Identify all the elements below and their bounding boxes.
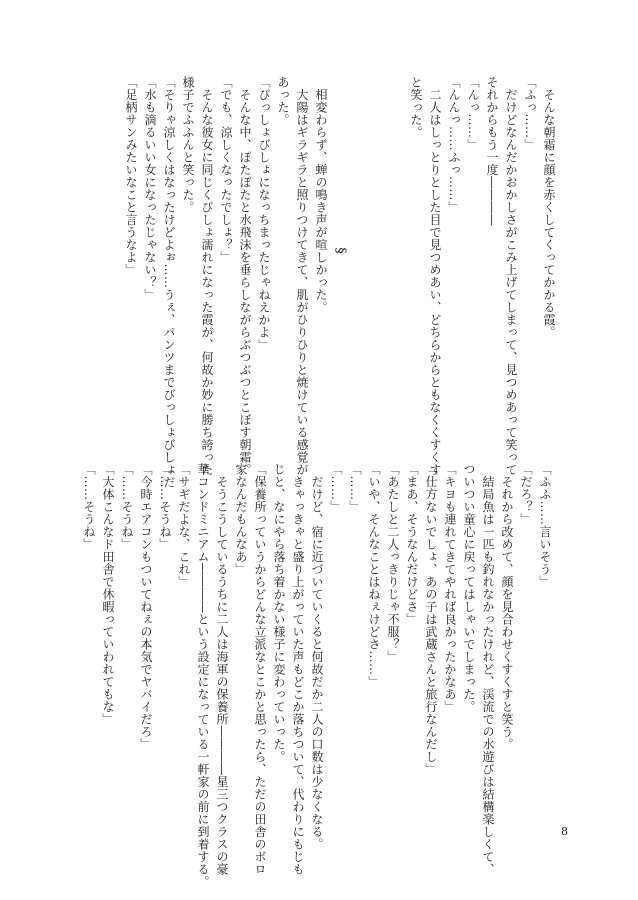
text-line: 「ふふ……言いそう」	[538, 463, 552, 588]
text-line: 「……そうね」	[158, 463, 172, 551]
text-line: 家なんだもんなあ」	[234, 463, 248, 576]
text-line: ついつい童心に戻ってはしゃいでしまった。	[462, 463, 476, 713]
text-line: そんな彼女に同じくびしょ濡れになった霞が、何故か妙に勝ち誇った	[200, 76, 214, 476]
text-line: そんな中、ぽたぽたと水飛沫を垂らしながらぶつぶつとこぼす朝霜。	[238, 76, 252, 476]
text-line: 「キヨも連れてきてやれば良かったかなあ」	[443, 463, 457, 713]
text-line: 結局魚は一匹も釣れなかったけれど、渓流での水遊びは結構楽しくて、	[481, 463, 495, 876]
text-line: 「足柄サンみたいなこと言うなよ」	[124, 76, 138, 276]
text-line: それから改めて、顔を見合わせくすくすと笑う。	[500, 463, 514, 751]
text-line	[387, 76, 406, 456]
text-line: 「んっ……」	[466, 76, 480, 151]
text-line: あった。	[276, 76, 290, 126]
text-line: 「保養所っていうからどんな立派なとこかと思ったら、ただの田舎のボロ	[253, 463, 267, 876]
lower-text-block	[79, 463, 554, 888]
upper-text-block	[121, 76, 558, 489]
page-number: 8	[561, 825, 568, 838]
text-line: と笑った。	[409, 76, 423, 139]
text-line	[368, 76, 387, 456]
text-line: 大陽はギラギラと照りつけてきて、肌がひりひりと焼けている感覚が	[295, 76, 309, 476]
text-line: 「まあ、そうなんだけどさ」	[405, 463, 419, 626]
text-line: 「大体こんなド田舎で休暇っていわれてもな」	[101, 463, 115, 726]
text-line: 「そりゃ涼しくはなったけどよぉ……うぇ、パンツまでびっしょびしょだ	[162, 76, 176, 489]
text-line: 「……そうね」	[120, 463, 134, 551]
text-line: 相変わらず、蝉の鳴き声が喧しかった。	[314, 76, 328, 314]
text-line: 「ふっ……」	[523, 76, 537, 151]
text-line: 「サギだよな、これ」	[177, 463, 191, 588]
text-line: 「……」	[348, 463, 362, 513]
text-line: 華コンドミニアム――――という設定になっている一軒家の前に到着する。	[196, 463, 210, 888]
text-line: だけどなんだかおかしさがこみ上げてしまって、見つめあって笑って	[504, 76, 518, 476]
text-line	[330, 76, 349, 456]
text-line	[349, 76, 368, 456]
text-line: 「ぴっしょびしょになっちまったじゃねえかよ」	[257, 76, 271, 351]
text-line: だけど、宿に近づいていくると何故だか二人の口数は少なくなる。	[310, 463, 324, 851]
text-line: 「でも、涼しくなったでしょ？」	[219, 76, 233, 264]
text-line: 「あたしと二人っきりじゃ不服？」	[386, 463, 400, 663]
text-line: 「水も滴るいい女になったじゃない？」	[143, 76, 157, 301]
text-line: それからもう一度――――	[485, 76, 499, 226]
text-line: 様子でふふんと笑った。	[181, 76, 195, 214]
text-line: じと、なにやら落ち着かない様子に変わっていった。	[272, 463, 286, 763]
text-line: そうこうしているうちに二人は海軍の保養所――――星三つクラスの豪	[215, 463, 229, 876]
text-line: 「んんっ……ふっ……」	[447, 76, 461, 214]
text-line: 「……」	[329, 463, 343, 513]
text-line: 「……そうね」	[82, 463, 96, 551]
text-line: 二人はしっとりとした目で見つめあい、どちらからともなくくすくす	[428, 76, 442, 476]
text-line: 「今時エアコンもついてねぇの本気でヤバイだろ」	[139, 463, 153, 751]
section-mark: §	[332, 247, 348, 254]
text-line: 「いや、そんなことはねぇけどさ……」	[367, 463, 381, 688]
text-line: 「だろ？」	[519, 463, 533, 526]
text-line: そんな朝霜に顔を赤くしてくってかかる霞。	[542, 76, 556, 339]
text-line: 「仕方ないでしょ、あの子は武蔵さんと旅行なんだし」	[424, 463, 438, 776]
text-line: きゃっきゃと盛り上がっていた声もどこか落ちついて、代わりにもじも	[291, 463, 305, 876]
